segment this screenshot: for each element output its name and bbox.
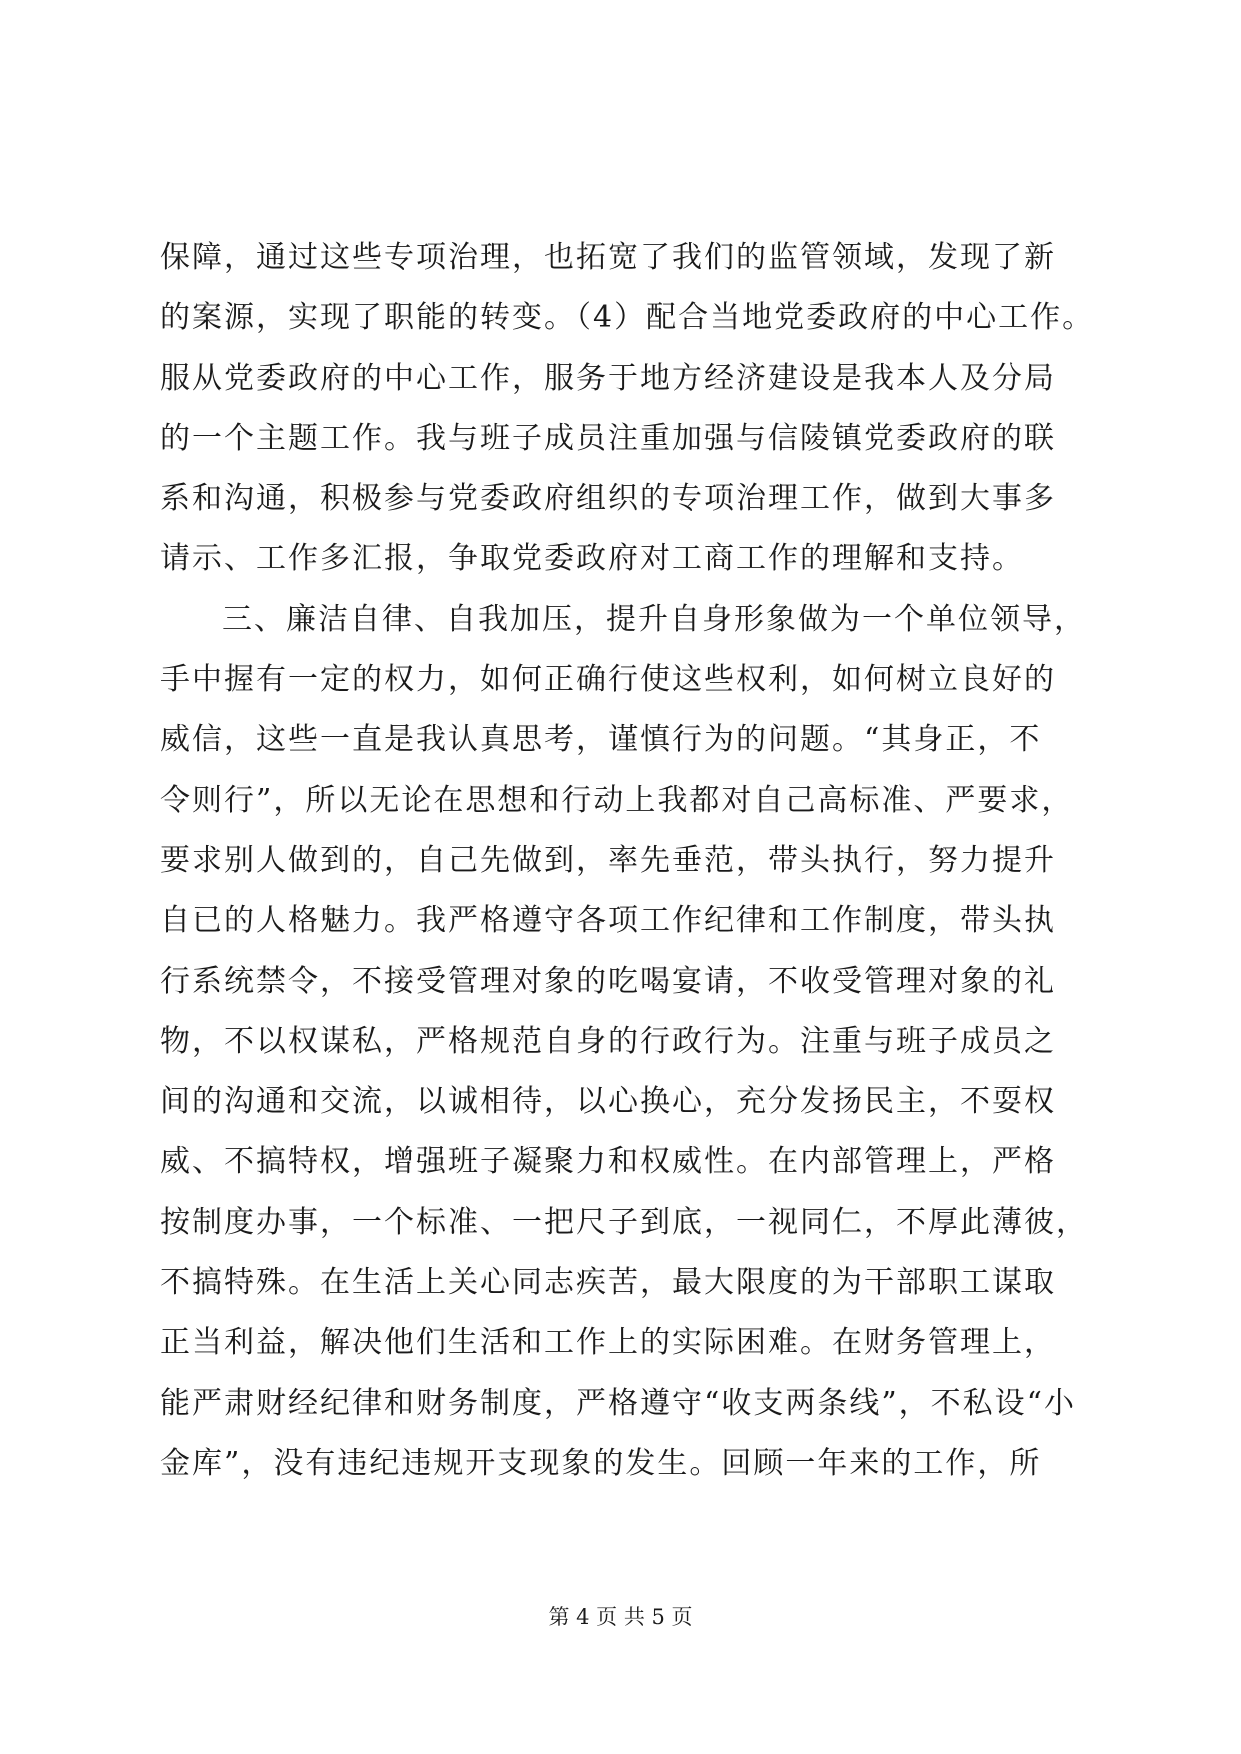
text-line: 行系统禁令，不接受管理对象的吃喝宴请，不收受管理对象的礼 <box>160 963 1056 999</box>
text-line: 的一个主题工作。我与班子成员注重加强与信陵镇党委政府的联 <box>160 420 1056 456</box>
text-line: 间的沟通和交流，以诚相待，以心换心，充分发扬民主，不耍权 <box>160 1084 1056 1120</box>
text-line: 手中握有一定的权力，如何正确行使这些权利，如何树立良好的 <box>160 662 1056 698</box>
text-line: 自已的人格魅力。我严格遵守各项工作纪律和工作制度，带头执 <box>160 903 1056 939</box>
text-line: 威、不搞特权，增强班子凝聚力和权威性。在内部管理上，严格 <box>160 1144 1056 1180</box>
text-line: 能严肃财经纪律和财务制度，严格遵守“收支两条线”，不私设“小 <box>160 1385 1077 1421</box>
text-line: 正当利益，解决他们生活和工作上的实际困难。在财务管理上， <box>160 1325 1056 1361</box>
text-line: 不搞特殊。在生活上关心同志疾苦，最大限度的为干部职工谋取 <box>160 1265 1056 1301</box>
text-line: 威信，这些一直是我认真思考，谨慎行为的问题。“其身正，不 <box>160 722 1042 758</box>
page-number-footer: 第 4 页 共 5 页 <box>548 1605 693 1629</box>
section-heading-line: 三、廉洁自律、自我加压，提升自身形象做为一个单位领导， <box>222 601 1086 637</box>
body-text <box>160 228 1095 1494</box>
text-line: 保障，通过这些专项治理，也拓宽了我们的监管领域，发现了新 <box>160 240 1056 275</box>
text-line: 请示、工作多汇报，争取党委政府对工商工作的理解和支持。 <box>160 541 1024 577</box>
text-line: 金库”，没有违纪违规开支现象的发生。回顾一年来的工作，所 <box>160 1445 1042 1481</box>
text-line: 要求别人做到的，自己先做到，率先垂范，带头执行，努力提升 <box>160 842 1056 878</box>
text-line: 物，不以权谋私，严格规范自身的行政行为。注重与班子成员之 <box>160 1023 1056 1059</box>
text-line: 令则行”，所以无论在思想和行动上我都对自己高标准、严要求， <box>160 782 1074 818</box>
text-line: 的案源，实现了职能的转变。（4）配合当地党委政府的中心工作。 <box>160 300 1095 336</box>
text-line: 系和沟通，积极参与党委政府组织的专项治理工作，做到大事多 <box>160 481 1056 517</box>
text-line: 服从党委政府的中心工作，服务于地方经济建设是我本人及分局 <box>160 360 1056 396</box>
text-line: 按制度办事，一个标准、一把尺子到底，一视同仁，不厚此薄彼， <box>160 1204 1088 1240</box>
